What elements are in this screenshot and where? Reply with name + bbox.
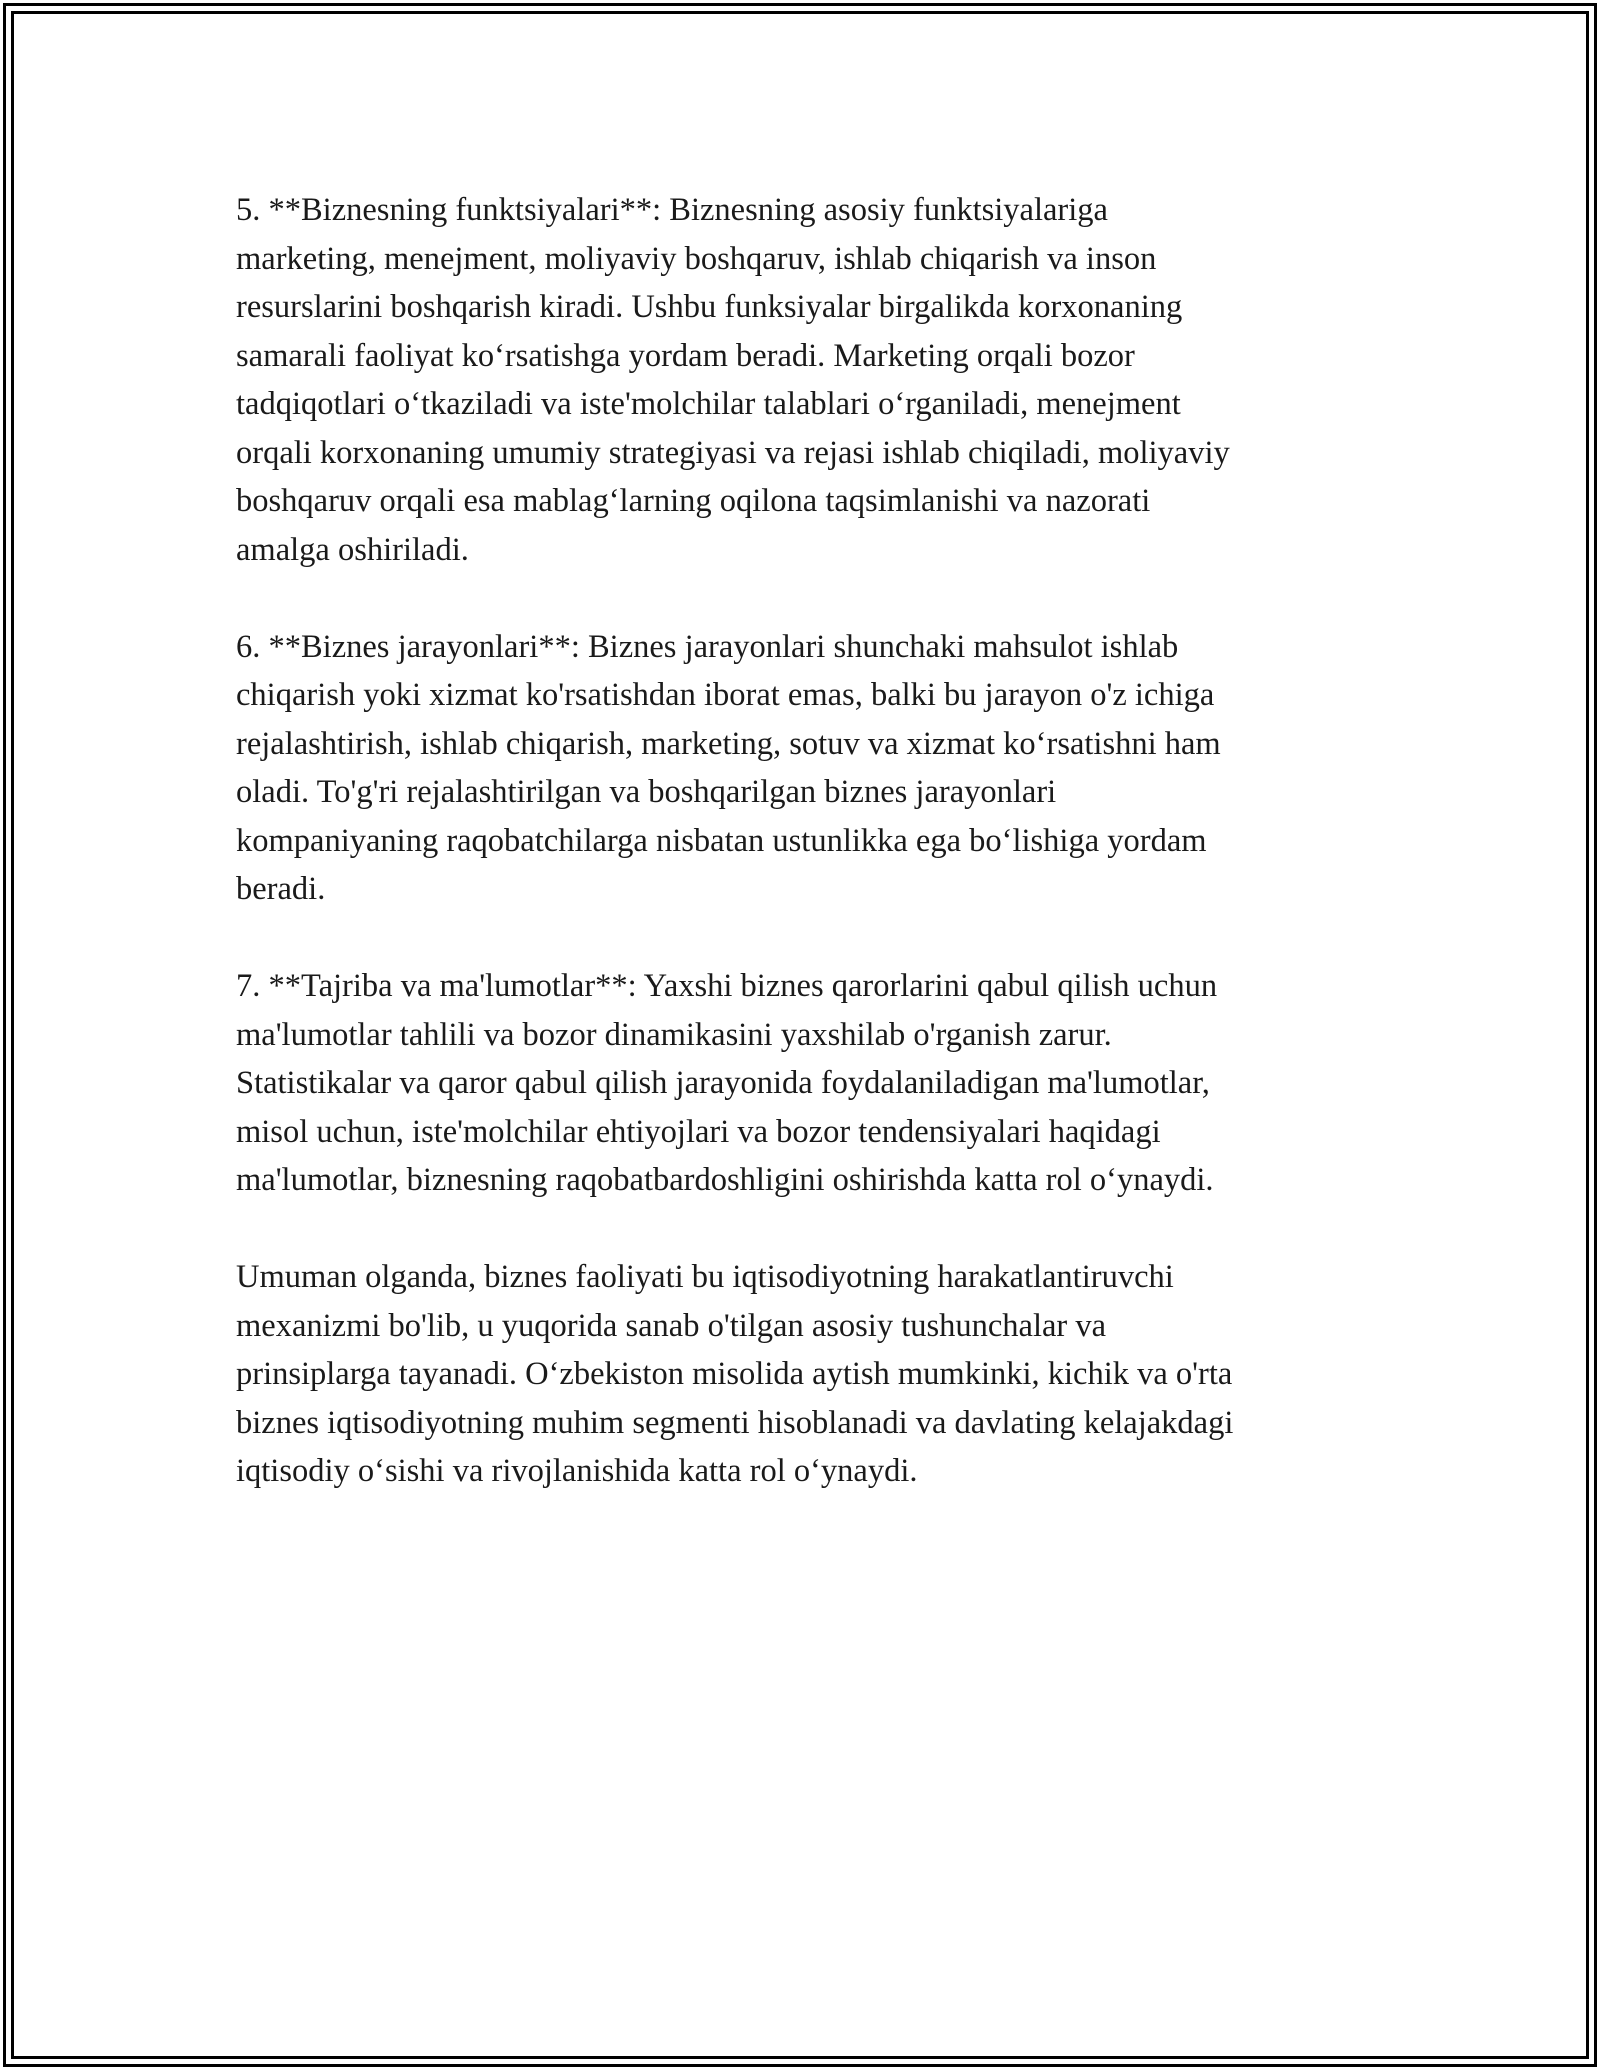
text-line: ma'lumotlar tahlili va bozor dinamikasini yaxshilab o'rganish zarur. [236,1016,1112,1053]
text-line: 7. **Tajriba va ma'lumotlar**: Yaxshi biznes qarorlarini qabul qilish uchun [236,968,1218,1004]
paragraph-conclusion [236,1253,1376,1496]
text-line: boshqaruv orqali esa mablag‘larning oqilona taqsimlanishi va nazorati [236,483,1151,519]
text-line: prinsiplarga tayanadi. O‘zbekiston misolida aytish mumkinki, kichik va o'rta [236,1356,1233,1392]
text-line: 6. **Biznes jarayonlari**: Biznes jarayonlari shunchaki mahsulot ishlab [236,628,1179,665]
document-body [236,186,1376,1496]
text-line: iqtisodiy o‘sishi va rivojlanishida katta rol o‘ynaydi. [236,1453,918,1489]
text-line: 5. **Biznesning funktsiyalari**: Biznesning asosiy funktsiyalariga [236,192,1108,228]
text-line: orqali korxonaning umumiy strategiyasi va rejasi ishlab chiqiladi, moliyaviy [236,434,1230,471]
text-line: resurslarini boshqarish kiradi. Ushbu funksiyalar birgalikda korxonaning [236,289,1183,325]
text-line: marketing, menejment, moliyaviy boshqaruv, ishlab chiqarish va inson [236,240,1157,277]
paragraph-experience-and-data [236,962,1376,1205]
text-line: tadqiqotlari o‘tkaziladi va iste'molchilar talablari o‘rganiladi, menejment [236,386,1181,422]
text-line: misol uchun, iste'molchilar ehtiyojlari va bozor tendensiyalari haqidagi [236,1113,1161,1150]
text-line: kompaniyaning raqobatchilarga nisbatan ustunlikka ega bo‘lishiga yordam [236,822,1207,859]
text-line: amalga oshiriladi. [236,531,469,568]
text-line: rejalashtirish, ishlab chiqarish, marketing, sotuv va xizmat ko‘rsatishni ham [236,725,1221,762]
paragraph-business-functions [236,186,1376,574]
text-line: oladi. To'g'ri rejalashtirilgan va boshqarilgan biznes jarayonlari [236,774,1057,810]
text-line: biznes iqtisodiyotning muhim segmenti hisoblanadi va davlating kelajakdagi [236,1404,1234,1441]
text-line: mexanizmi bo'lib, u yuqorida sanab o'tilgan asosiy tushunchalar va [236,1307,1107,1344]
paragraph-business-processes [236,623,1376,914]
text-line: Statistikalar va qaror qabul qilish jarayonida foydalaniladigan ma'lumotlar, [236,1065,1210,1101]
text-line: Umuman olganda, biznes faoliyati bu iqtisodiyotning harakatlantiruvchi [236,1259,1174,1295]
text-line: ma'lumotlar, biznesning raqobatbardoshligini oshirishda katta rol o‘ynaydi. [236,1162,1214,1198]
text-line: samarali faoliyat ko‘rsatishga yordam beradi. Marketing orqali bozor [236,337,1135,374]
text-line: chiqarish yoki xizmat ko'rsatishdan iborat emas, balki bu jarayon o'z ichiga [236,677,1215,713]
text-line: beradi. [236,871,326,907]
